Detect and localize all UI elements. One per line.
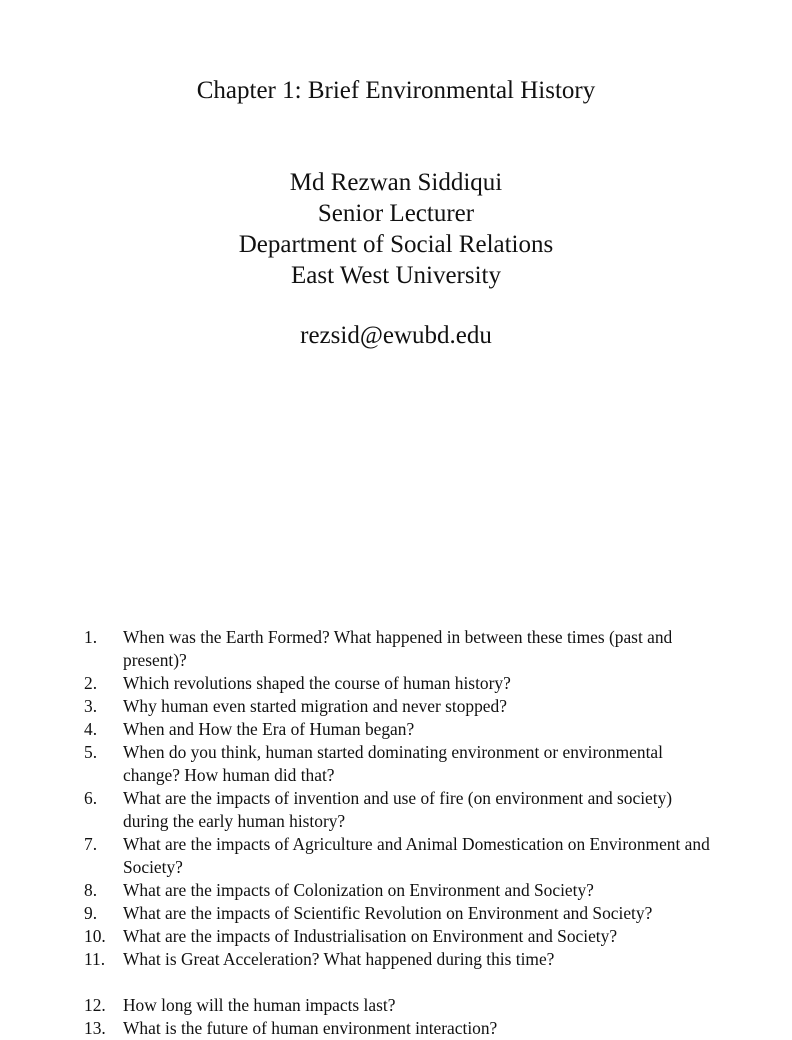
author-university: East West University <box>291 262 501 289</box>
question-number: 6. <box>84 788 98 808</box>
question-text: What is Great Acceleration? What happened during this time? <box>123 949 555 969</box>
question-item <box>0 672 768 695</box>
question-text: What are the impacts of Agriculture and Animal Domestication on Environment and Society? <box>123 834 710 877</box>
question-text: How long will the human impacts last? <box>123 995 396 1015</box>
question-item <box>0 948 768 971</box>
question-text: What are the impacts of Industrialisation on Environment and Society? <box>123 926 618 946</box>
question-item <box>0 787 768 833</box>
question-text: When do you think, human started dominating environment or environmental change? How human did that? <box>123 742 663 785</box>
question-item <box>0 1017 768 1040</box>
author-email: rezsid@ewubd.edu <box>300 322 492 349</box>
question-item <box>0 902 768 925</box>
question-text: Which revolutions shaped the course of human history? <box>123 673 511 693</box>
author-department: Department of Social Relations <box>238 231 554 258</box>
chapter-title: Chapter 1: Brief Environmental History <box>196 77 596 104</box>
question-item <box>0 741 768 787</box>
author-name: Md Rezwan Siddiqui <box>289 169 503 196</box>
question-number: 10. <box>84 926 106 946</box>
question-number: 3. <box>84 696 98 716</box>
question-text: What are the impacts of Scientific Revolution on Environment and Society? <box>123 903 653 923</box>
question-item <box>0 879 768 902</box>
question-text: When was the Earth Formed? What happened in between these times (past and present)? <box>123 627 673 670</box>
question-text: Why human even started migration and never stopped? <box>123 696 507 716</box>
question-item <box>0 695 768 718</box>
question-item <box>0 626 768 672</box>
question-item <box>0 833 768 879</box>
question-number: 7. <box>84 834 98 854</box>
question-number: 1. <box>84 627 98 647</box>
question-number: 9. <box>84 903 98 923</box>
question-text: What are the impacts of invention and use of fire (on environment and society) during the early human history? <box>123 788 673 831</box>
question-list <box>0 626 768 1040</box>
question-item <box>0 718 768 741</box>
question-item <box>0 925 768 948</box>
question-text: What are the impacts of Colonization on Environment and Society? <box>123 880 594 900</box>
question-number: 2. <box>84 673 98 693</box>
question-text: What is the future of human environment interaction? <box>123 1018 498 1038</box>
question-item <box>0 994 768 1017</box>
question-number: 11. <box>84 949 106 969</box>
question-number: 4. <box>84 719 98 739</box>
author-position: Senior Lecturer <box>317 200 475 227</box>
question-number: 8. <box>84 880 98 900</box>
question-number: 5. <box>84 742 98 762</box>
question-number: 13. <box>84 1018 106 1038</box>
question-number: 12. <box>84 995 106 1015</box>
author-info <box>0 167 792 291</box>
question-text: When and How the Era of Human began? <box>123 719 415 739</box>
